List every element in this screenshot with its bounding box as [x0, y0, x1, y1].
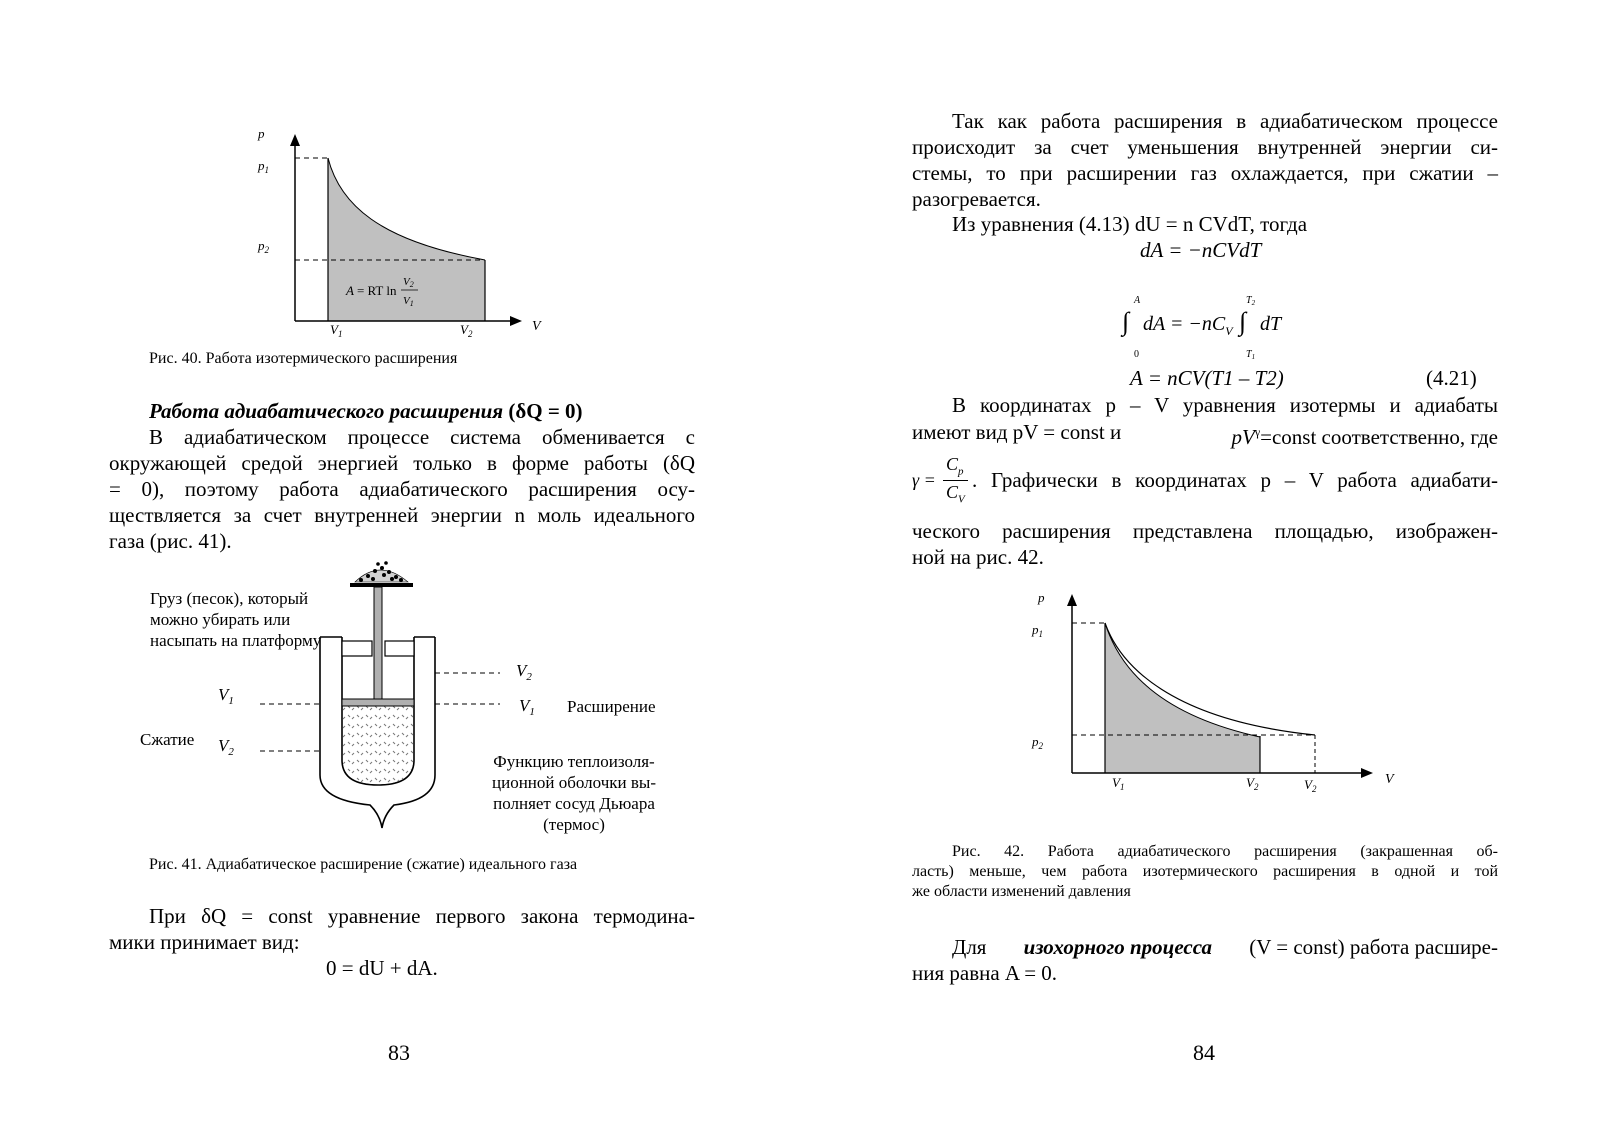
right-paragraph-2: В координатах p – V уравнения изотермы и адиабаты: [952, 393, 1498, 417]
v2-label: $V_2$: [460, 322, 473, 339]
integral-sign-1: ∫: [1122, 307, 1130, 336]
figure-40-isothermal-work: [240, 120, 570, 350]
figure-42-adiabatic-work: [1020, 590, 1400, 820]
equation-number: (4.21): [1426, 366, 1477, 390]
v2-isothermal-label: $V_2$: [1304, 777, 1317, 794]
stopper-right: [385, 641, 414, 656]
svg-text:V1: V1: [403, 295, 414, 308]
expansion-label: Расширение: [567, 697, 656, 716]
from-equation-text: Из уравнения (4.13) dU = n CVdT, тогда: [952, 212, 1308, 236]
right-paragraph-1: Так как работа расширения в адиабатическом процессе происходит за счет уменьшения внутренней энергии си- стемы, то при расширении газ охлаждается, при сжатии – разогревается.: [912, 109, 1498, 211]
gamma-definition-line: γ = $C_p$ $C_V$ . Графически в координатах p – V работа адиабати-: [912, 454, 1498, 506]
p1-label: $p_1$: [1032, 622, 1043, 639]
figure-40-caption: Рис. 40. Работа изотермического расширения: [149, 350, 458, 367]
right-paragraph-2-line2: имеют вид pV = const и $pV^\gamma=const$ соответственно, где: [912, 420, 1498, 449]
page-number-83: 83: [388, 1040, 410, 1065]
right-paragraph-2-end: ческого расширения представлена площадью, изображен- ной на рис. 42.: [912, 519, 1498, 569]
v1-label: $V_1$: [330, 322, 343, 339]
v1-left-label: $V_1$: [218, 685, 234, 707]
v2-left-label: $V_2$: [218, 736, 234, 758]
compression-label: Сжатие: [140, 730, 195, 749]
svg-text:V2: V2: [403, 276, 414, 289]
figure-41-caption: Рис. 41. Адиабатическое расширение (сжатие) идеального газа: [149, 856, 578, 873]
section-heading: Работа адиабатического расширения (δQ = 0): [149, 399, 583, 423]
p2-label: $p_2$: [258, 238, 269, 255]
svg-text:T2: $T_2$: [1246, 295, 1256, 307]
ideal-gas: [343, 706, 413, 784]
p1-label: $p_1$: [258, 158, 269, 175]
right-paragraph-3-line2: ния равна A = 0.: [912, 961, 1058, 985]
p2-label: $p_2$: [1032, 734, 1043, 751]
left-paragraph-2: При δQ = const уравнение первого закона термодина- мики принимает вид:: [109, 904, 695, 954]
right-paragraph-3: Для изохорного процесса (V = const) работа расшире-: [952, 935, 1498, 959]
dewar-label: Функцию теплоизоля- ционной оболочки вы- полняет сосуд Дьюара (термос): [492, 752, 656, 834]
adiabatic-work-area: [1105, 623, 1260, 773]
da-equation: dA = −nCVdT: [1140, 238, 1262, 262]
v1-right-label: $V_1$: [519, 696, 535, 718]
piston-rod: [374, 587, 382, 699]
v1-label: $V_1$: [1112, 775, 1125, 792]
svg-text:dA = −nCV: dA = $-nC_V$: [1143, 313, 1233, 338]
p-axis-label: p: [1038, 590, 1045, 605]
integral-sign-2: ∫: [1239, 307, 1247, 336]
v-axis-label: V: [1385, 772, 1394, 787]
svg-text:dT: dT: [1260, 313, 1282, 335]
left-paragraph-1: В адиабатическом процессе система обменивается с окружающей средой энергией только в форме работы (δQ = 0), поэтому работа адиабатического расширения осу- ществляется за счет внутренней энергии n моль идеального газа (рис. 41).: [109, 425, 695, 553]
svg-text:A: A: [1134, 295, 1141, 306]
svg-text:0: 0: [1134, 349, 1139, 360]
piston: [342, 699, 414, 706]
sand-load-icon: [355, 561, 408, 582]
svg-text:A= RT ln: A = RT ln: [346, 283, 397, 298]
integral-equation: [1115, 295, 1295, 365]
v-axis-label: V: [532, 319, 541, 334]
first-law-equation: 0 = dU + dA.: [326, 956, 438, 980]
a-equation: A = nCV(T1 – T2): [1130, 366, 1284, 390]
load-label: Груз (песок), который можно убирать или насыпать на платформу: [150, 589, 322, 650]
p-axis-label: p: [258, 126, 265, 141]
svg-text:T1: $T_1$: [1246, 349, 1256, 361]
figure-42-caption: Рис. 42. Работа адиабатического расширения (закрашенная об- ласть) меньше, чем работа изотермического расширения в одной и той же области изменений давления: [912, 843, 1498, 900]
load-platform: [350, 583, 413, 587]
v2-adiabatic-label: $V_2$: [1246, 775, 1259, 792]
v2-right-label: $V_2$: [516, 661, 532, 683]
page-number-84: 84: [1193, 1040, 1215, 1065]
stopper-left: [342, 641, 372, 656]
